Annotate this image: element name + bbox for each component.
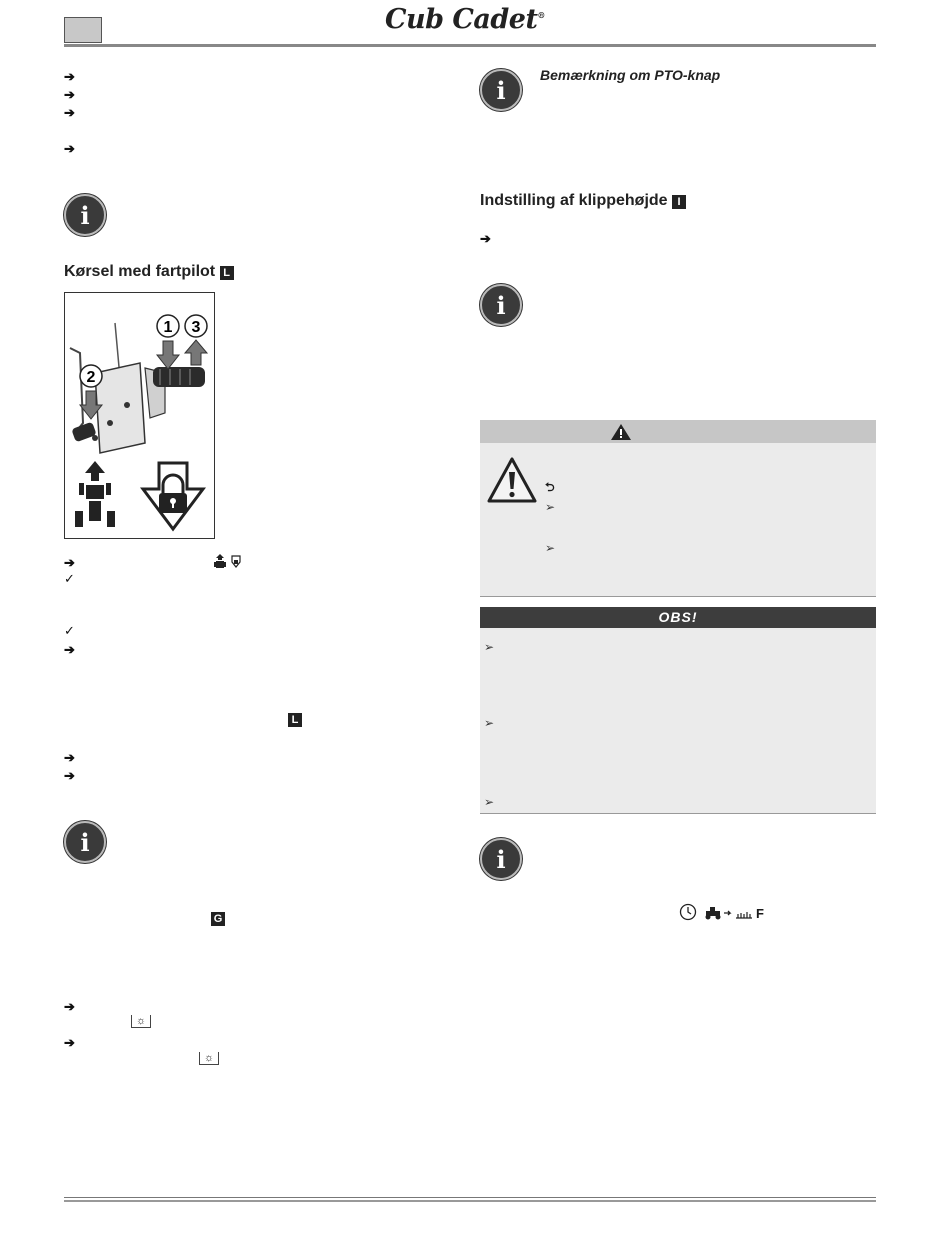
warning-header <box>480 420 876 443</box>
arrow-icon: ➔ <box>480 231 491 246</box>
info-icon: i <box>64 194 106 236</box>
checkmark-icon: ✓ <box>64 571 75 586</box>
footer-rule-thick <box>64 1200 876 1202</box>
figure-badge-L: L <box>288 713 302 727</box>
cruise-lock-icon <box>214 554 244 571</box>
pto-note-title: Bemærkning om PTO-knap <box>540 67 721 83</box>
tractor-forward-icon <box>75 461 115 527</box>
return-icon: ⮌ <box>545 480 555 494</box>
arrow-icon: ➔ <box>64 768 75 783</box>
callout-1: 1 <box>163 319 173 336</box>
cruise-control-diagram <box>65 293 214 538</box>
cruise-lock-icon <box>143 463 203 529</box>
arrow-icon: ➔ <box>64 105 75 120</box>
mower-icon <box>704 906 754 920</box>
brand-logo: Cub Cadet® <box>385 4 545 35</box>
headlight-icon: ☼ <box>131 1015 151 1028</box>
figure-badge-L: L <box>220 266 234 280</box>
info-icon: i <box>64 821 106 863</box>
obs-panel <box>480 607 876 814</box>
language-box <box>64 17 102 43</box>
callout-2: 2 <box>86 369 96 386</box>
arrow-icon: ➔ <box>64 555 75 570</box>
arrowhead-bullet-icon: ➢ <box>545 541 556 555</box>
arrow-icon: ➔ <box>64 999 75 1014</box>
arrow-icon: ➔ <box>64 87 75 102</box>
figure-badge-I: I <box>672 195 686 209</box>
info-icon: i <box>480 69 522 111</box>
arrow-icon: ➔ <box>64 69 75 84</box>
footer-rule <box>64 1197 876 1198</box>
arrow-icon: ➔ <box>64 642 75 657</box>
header-rule <box>64 44 876 47</box>
warning-panel <box>480 420 876 597</box>
headlight-icon: ☼ <box>199 1052 219 1065</box>
heading-cruise-control: Kørsel med fartpilot L <box>64 263 234 281</box>
clock-icon <box>679 903 697 921</box>
letter-F: F <box>756 906 764 921</box>
arrowhead-bullet-icon: ➢ <box>484 640 495 654</box>
callout-3: 3 <box>191 319 201 336</box>
arrow-icon: ➔ <box>64 141 75 156</box>
arrowhead-bullet-icon: ➢ <box>545 500 556 514</box>
obs-header: OBS! <box>480 607 876 628</box>
info-icon: i <box>480 284 522 326</box>
arrowhead-bullet-icon: ➢ <box>484 716 495 730</box>
warning-small-icon <box>610 423 632 441</box>
heading-cutting-height: Indstilling af klippehøjde I <box>480 192 686 210</box>
arrowhead-bullet-icon: ➢ <box>484 795 495 809</box>
checkmark-icon: ✓ <box>64 623 75 638</box>
warning-triangle-icon <box>486 456 538 504</box>
arrow-icon: ➔ <box>64 1035 75 1050</box>
info-icon: i <box>480 838 522 880</box>
cruise-control-figure <box>64 292 215 539</box>
arrow-icon: ➔ <box>64 750 75 765</box>
figure-badge-G: G <box>211 912 225 926</box>
